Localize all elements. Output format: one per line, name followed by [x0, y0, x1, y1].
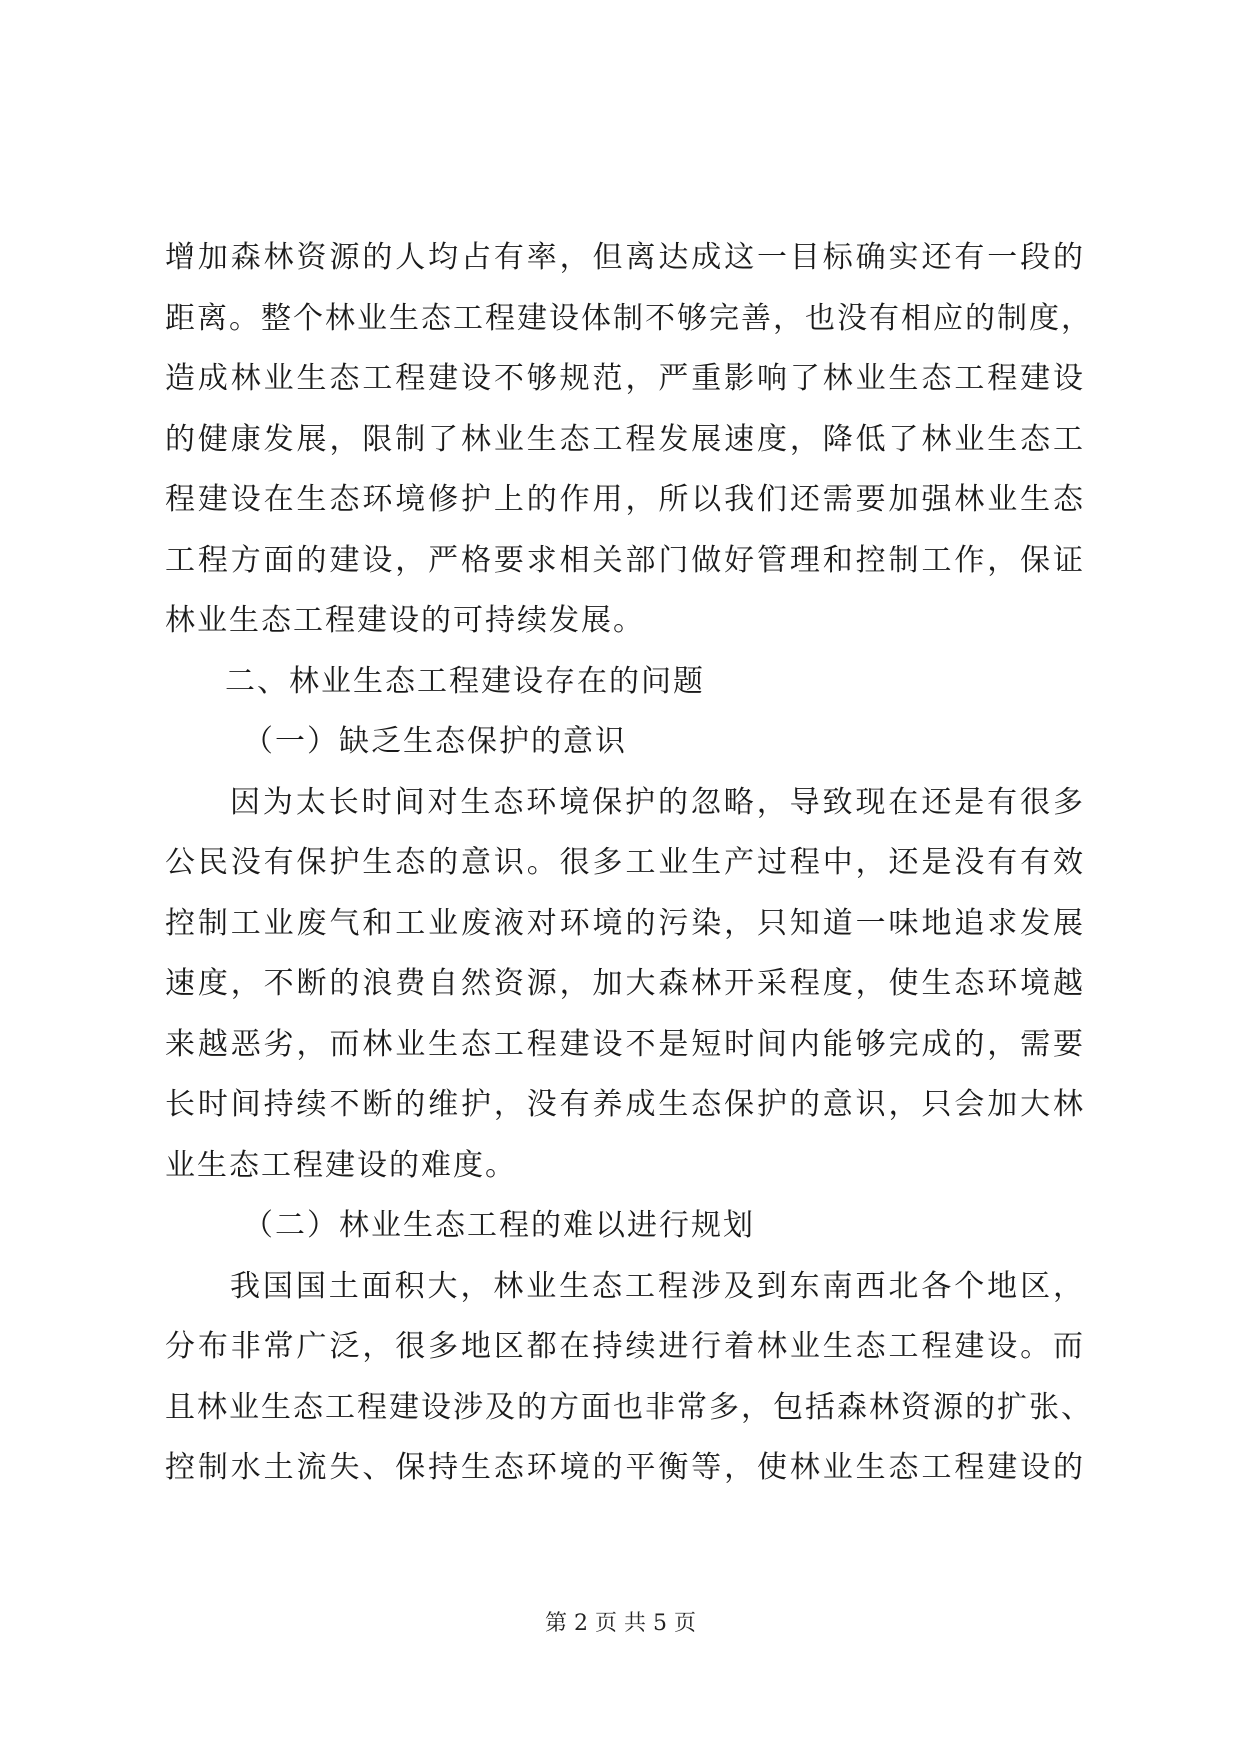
paragraph-line: 来越恶劣，而林业生态工程建设不是短时间内能够完成的，需要 [165, 1026, 1085, 1062]
paragraph-line: 程建设在生态环境修护上的作用，所以我们还需要加强林业生态 [165, 482, 1085, 517]
paragraph-line: 速度，不断的浪费自然资源，加大森林开采程度，使生态环境越 [165, 966, 1085, 1001]
subsection-heading-2: （二）林业生态工程的难以进行规划 [243, 1208, 755, 1243]
paragraph-line: 控制工业废气和工业废液对环境的污染，只知道一味地追求发展 [165, 905, 1085, 941]
paragraph-line: 林业生态工程建设的可持续发展。 [165, 603, 645, 638]
paragraph-line: 距离。整个林业生态工程建设体制不够完善，也没有相应的制度， [165, 300, 1093, 336]
paragraph-line: 造成林业生态工程建设不够规范，严重影响了林业生态工程建设 [165, 361, 1085, 396]
paragraph-line: 因为太长时间对生态环境保护的忽略，导致现在还是有很多 [230, 784, 1085, 820]
paragraph-line: 长时间持续不断的维护，没有养成生态保护的意识，只会加大林 [165, 1087, 1085, 1122]
section-heading: 二、林业生态工程建设存在的问题 [225, 663, 705, 699]
paragraph-line: 分布非常广泛，很多地区都在持续进行着林业生态工程建设。而 [165, 1329, 1085, 1364]
paragraph-line: 我国国土面积大，林业生态工程涉及到东南西北各个地区， [230, 1268, 1085, 1304]
paragraph-line: 工程方面的建设，严格要求相关部门做好管理和控制工作，保证 [165, 542, 1085, 578]
paragraph-line: 控制水土流失、保持生态环境的平衡等，使林业生态工程建设的 [165, 1450, 1085, 1485]
paragraph-line: 增加森林资源的人均占有率，但离达成这一目标确实还有一段的 [165, 240, 1085, 275]
paragraph-line: 且林业生态工程建设涉及的方面也非常多，包括森林资源的扩张、 [165, 1389, 1093, 1425]
page-number-footer: 第 2 页 共 5 页 [545, 1611, 696, 1636]
paragraph-line: 业生态工程建设的难度。 [165, 1147, 517, 1183]
body-text [165, 228, 1093, 1499]
subsection-heading-1: （一）缺乏生态保护的意识 [243, 724, 627, 759]
paragraph-line: 的健康发展，限制了林业生态工程发展速度，降低了林业生态工 [165, 421, 1085, 457]
paragraph-line: 公民没有保护生态的意识。很多工业生产过程中，还是没有有效 [165, 845, 1085, 880]
